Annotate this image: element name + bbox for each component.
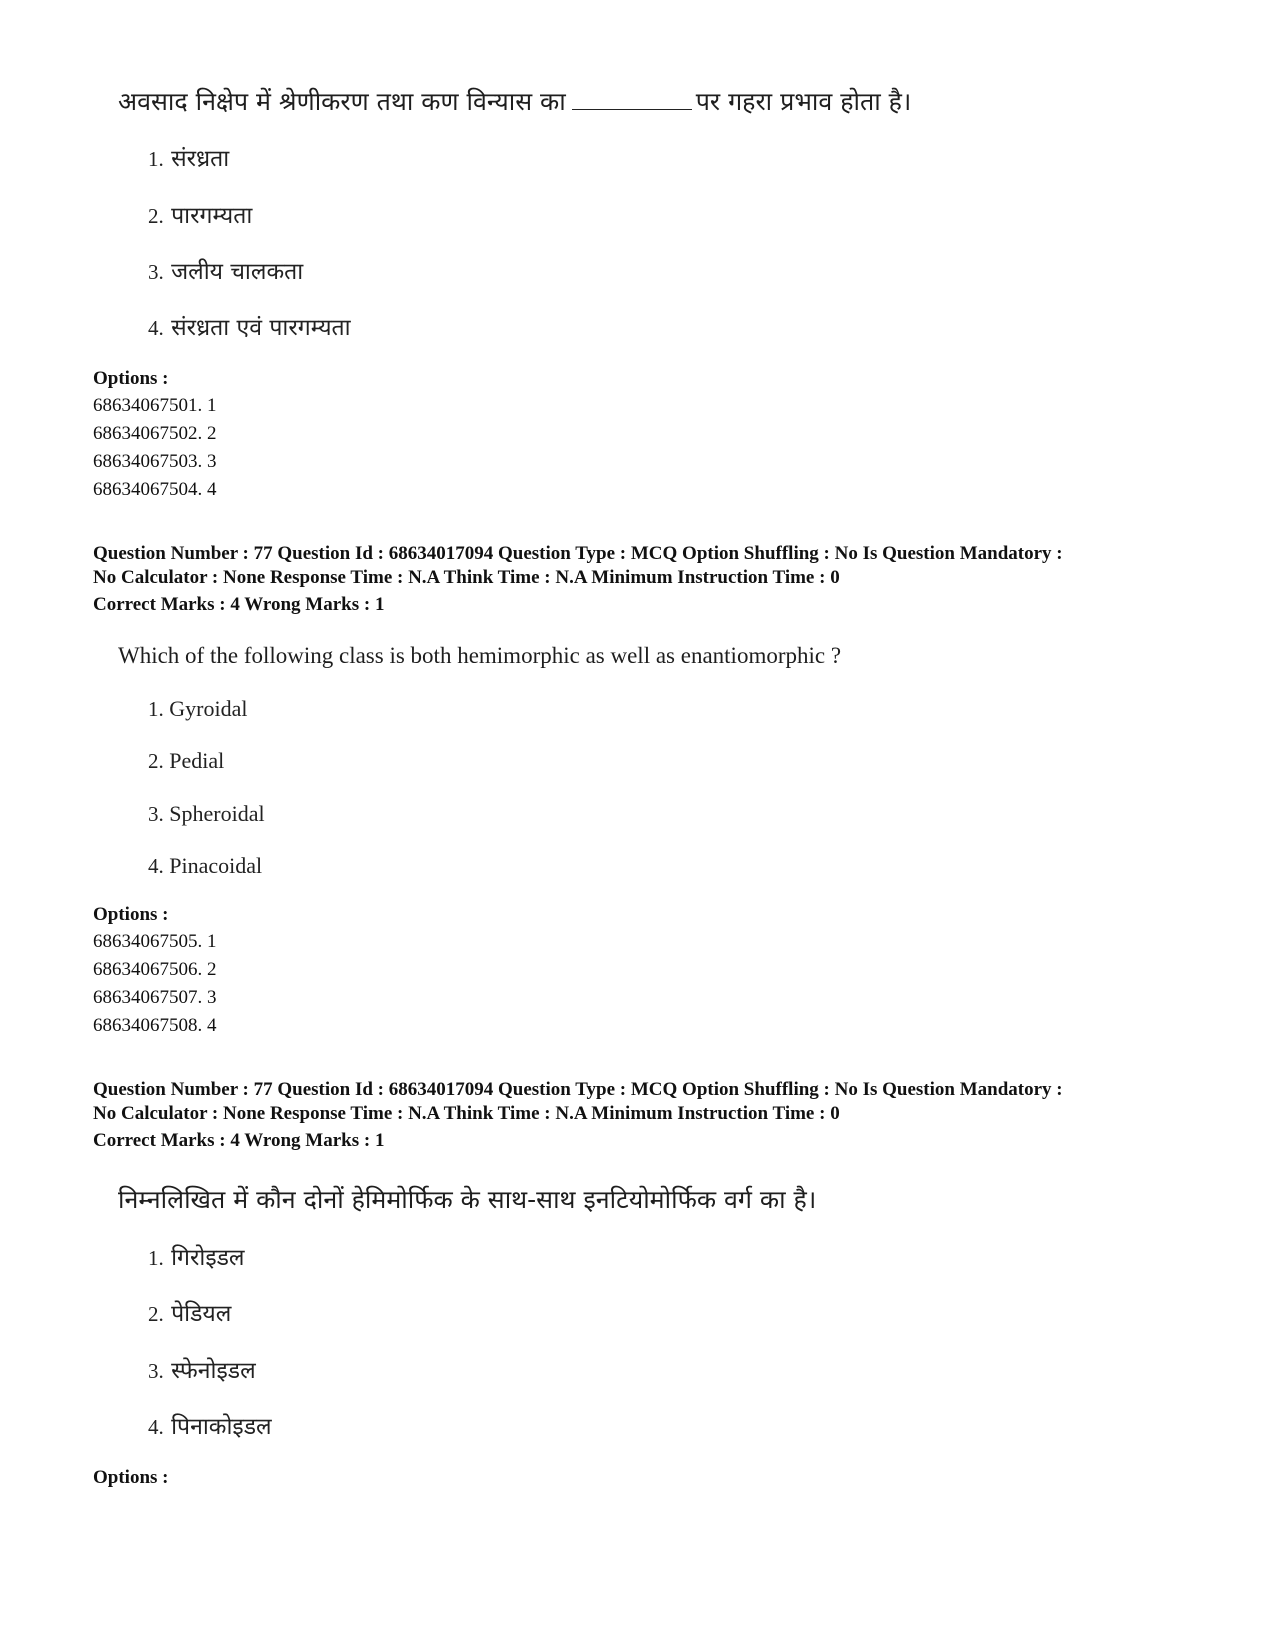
- choice-text: संरध्रता एवं पारगम्यता: [171, 315, 351, 341]
- options-label: Options :: [93, 1467, 169, 1488]
- question-text-1-part2: पर गहरा प्रभाव होता है।: [695, 87, 912, 116]
- option-id: 68634067507. 3: [93, 987, 217, 1008]
- question-meta-line1: Question Number : 77 Question Id : 68634017094 Question Type : MCQ Option Shuffling : No Is Question Mandatory :: [93, 1079, 1063, 1100]
- choice-number: 2.: [148, 1302, 164, 1326]
- question-text-1-part1: अवसाद निक्षेप में श्रेणीकरण तथा कण विन्यास का: [118, 87, 566, 116]
- option-id: 68634067504. 4: [93, 479, 217, 500]
- question-meta-line1: Question Number : 77 Question Id : 68634017094 Question Type : MCQ Option Shuffling : No Is Question Mandatory :: [93, 543, 1063, 564]
- choice-number: 3.: [148, 260, 164, 284]
- option-id: 68634067502. 2: [93, 423, 217, 444]
- choice-text: स्फेनोइडल: [171, 1358, 256, 1384]
- choice-text: Spheroidal: [169, 801, 265, 826]
- choice-1-1: [148, 141, 229, 173]
- choice-number: 4.: [148, 316, 164, 340]
- choice-text: संरध्रता: [171, 146, 230, 172]
- choice-number: 4.: [148, 854, 164, 878]
- option-id: 68634067501. 1: [93, 395, 217, 416]
- choice-number: 3.: [148, 802, 164, 826]
- choice-text: जलीय चालकता: [171, 259, 304, 285]
- choice-1-2: [148, 198, 252, 230]
- question-text-3: निम्नलिखित में कौन दोनों हेमिमोर्फिक के साथ-साथ इनटियोमोर्फिक वर्ग का है।: [118, 1185, 817, 1214]
- choice-text: पिनाकोइडल: [171, 1414, 272, 1440]
- choice-text: Pinacoidal: [169, 853, 263, 878]
- choice-text: Pedial: [169, 748, 225, 773]
- choice-2-3: [148, 801, 265, 827]
- choice-2-2: [148, 748, 224, 774]
- option-id: 68634067503. 3: [93, 451, 217, 472]
- choice-number: 1.: [148, 1246, 164, 1270]
- choice-3-2: [148, 1296, 231, 1328]
- choice-text: Gyroidal: [169, 696, 248, 721]
- choice-number: 2.: [148, 204, 164, 228]
- choice-2-1: [148, 696, 247, 722]
- question-text-1: [118, 84, 911, 118]
- options-label: Options :: [93, 904, 169, 925]
- choice-1-4: [148, 310, 351, 342]
- choice-3-4: [148, 1409, 272, 1441]
- choice-text: पेडियल: [171, 1301, 232, 1327]
- choice-1-3: [148, 254, 303, 286]
- choice-number: 1.: [148, 697, 164, 721]
- choice-3-1: [148, 1240, 245, 1272]
- choice-number: 2.: [148, 749, 164, 773]
- choice-text: पारगम्यता: [171, 203, 253, 229]
- choice-number: 4.: [148, 1415, 164, 1439]
- question-text-2: Which of the following class is both hemimorphic as well as enantiomorphic ?: [118, 643, 842, 668]
- options-label: Options :: [93, 368, 169, 389]
- option-id: 68634067508. 4: [93, 1015, 217, 1036]
- choice-number: 3.: [148, 1359, 164, 1383]
- option-id: 68634067506. 2: [93, 959, 217, 980]
- choice-text: गिरोइडल: [171, 1245, 245, 1271]
- question-meta-line2: No Calculator : None Response Time : N.A Think Time : N.A Minimum Instruction Time : 0: [93, 567, 840, 588]
- question-marks: Correct Marks : 4 Wrong Marks : 1: [93, 594, 385, 615]
- fill-blank-line: [572, 89, 692, 110]
- choice-2-4: [148, 853, 262, 879]
- choice-number: 1.: [148, 147, 164, 171]
- question-meta-line2: No Calculator : None Response Time : N.A Think Time : N.A Minimum Instruction Time : 0: [93, 1103, 840, 1124]
- option-id: 68634067505. 1: [93, 931, 217, 952]
- question-marks: Correct Marks : 4 Wrong Marks : 1: [93, 1130, 385, 1151]
- choice-3-3: [148, 1353, 256, 1385]
